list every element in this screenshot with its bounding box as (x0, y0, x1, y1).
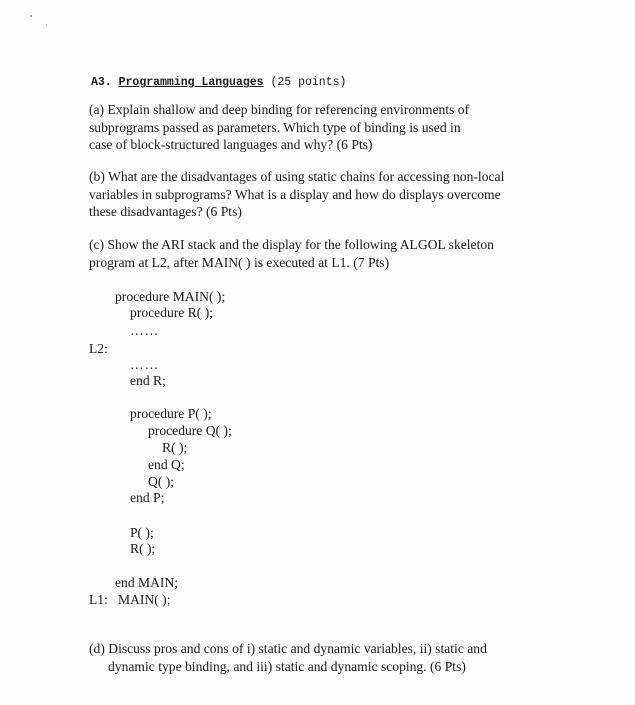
question-b-line: variables in subprograms? What is a display and how do displays overcome (89, 186, 501, 202)
question-b (89, 168, 504, 221)
question-b-line: these disadvantages? (6 Pts) (89, 204, 242, 219)
question-d-line: dynamic type binding, and iii) static and dynamic scoping. (6 Pts) (108, 658, 466, 674)
code-proc-q: procedure Q( ); (148, 423, 232, 438)
label-l1: L1: (89, 592, 108, 607)
code-call-main: MAIN( ); (118, 592, 171, 607)
question-title: Programming Languages (118, 76, 264, 89)
code-proc-r: procedure R( ); (130, 305, 214, 320)
question-heading (91, 76, 346, 89)
scan-speck (46, 24, 47, 25)
question-a-line: case of block-structured languages and why? (6 Pts) (89, 137, 373, 152)
question-a (89, 101, 469, 154)
code-call-p: P( ); (130, 525, 154, 540)
code-ellipsis: …… (130, 357, 160, 372)
code-end-main: end MAIN; (115, 575, 179, 590)
question-c-line: program at L2, after MAIN( ) is executed at L1. (7 Pts) (89, 254, 390, 270)
code-end-q: end Q; (148, 457, 185, 472)
code-call-r: R( ); (130, 541, 156, 556)
label-l2: L2: (89, 341, 108, 356)
code-end-p: end P; (130, 490, 165, 505)
code-proc-p: procedure P( ); (130, 406, 212, 421)
question-c (89, 236, 494, 271)
question-id: A3. (91, 76, 112, 89)
code-call-q: Q( ); (148, 474, 175, 489)
question-points: (25 points) (270, 76, 347, 89)
code-ellipsis: …… (130, 323, 160, 338)
scan-speck (30, 15, 32, 17)
question-a-line: (a) Explain shallow and deep binding for referencing environments of (89, 102, 470, 117)
question-d-line: (d) Discuss pros and cons of i) static and dynamic variables, ii) static and (89, 641, 487, 656)
question-a-line: subprograms passed as parameters. Which type of binding is used in (89, 119, 461, 135)
question-c-line: (c) Show the ARI stack and the display for the following ALGOL skeleton (89, 237, 494, 252)
question-d (89, 640, 487, 675)
code-end-r: end R; (130, 373, 166, 388)
question-b-line: (b) What are the disadvantages of using static chains for accessing non-local (89, 169, 505, 184)
code-call-r-inner: R( ); (162, 440, 188, 455)
code-proc-main: procedure MAIN( ); (115, 289, 226, 304)
